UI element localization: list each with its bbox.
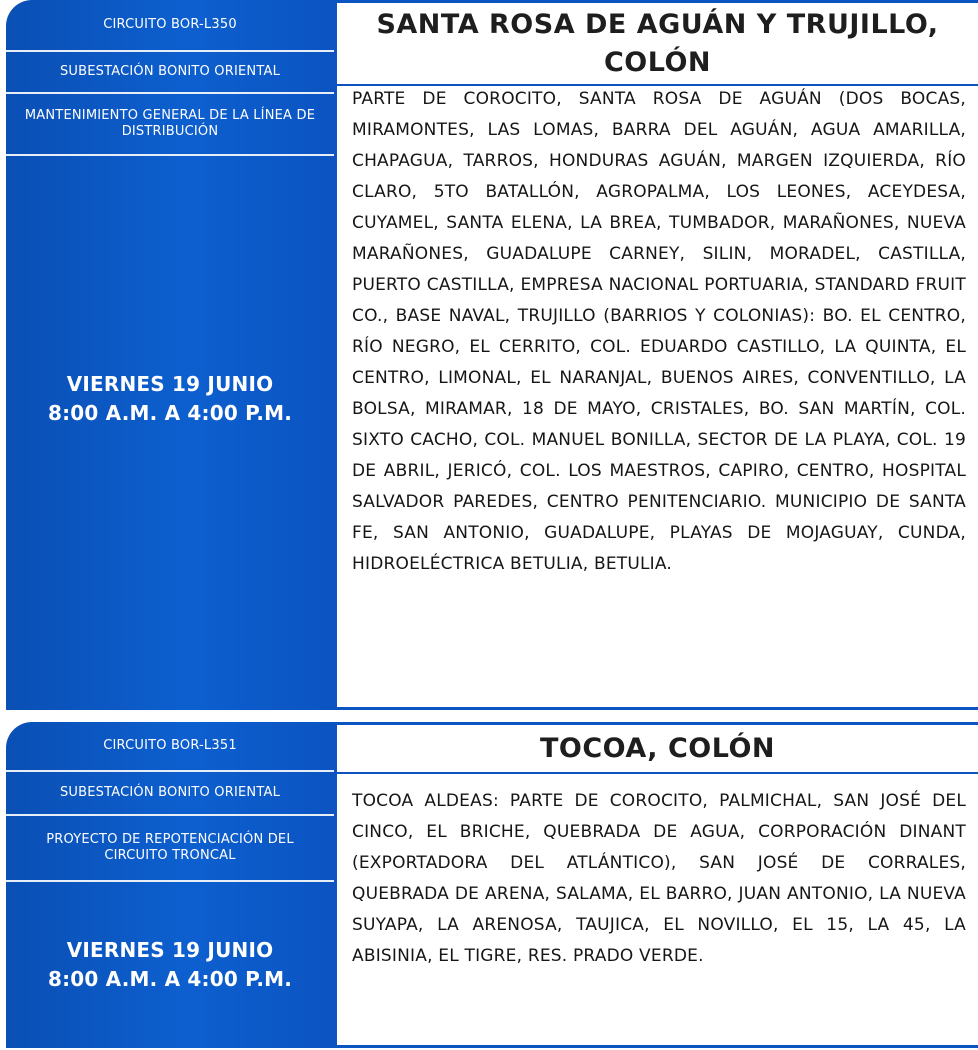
outage-datetime: VIERNES 19 JUNIO 8:00 A.M. A 4:00 P.M. [47, 372, 293, 425]
divider [337, 722, 978, 725]
outage-info-panel [6, 722, 334, 1048]
substation-label: SUBESTACIÓN BONITO ORIENTAL [6, 52, 334, 94]
location-title: TOCOA, COLÓN [539, 733, 776, 764]
outage-details [334, 0, 978, 710]
affected-areas: PARTE DE COROCITO, SANTA ROSA DE AGUÁN (DOS BOCAS, MIRAMONTES, LAS LOMAS, BARRA DEL AGUÁN, AGUA AMARILLA, CHAPAGUA, TARROS, HONDURAS AGUÁN, MARGEN IZQUIERDA, RÍO CLARO, 5TO BATALLÓN, AGROPALMA, LOS LEONES, ACEYDESA, CUYAMEL, SANTA ELENA, LA BREA, TUMBADOR, MARAÑONES, NUEVA MARAÑONES, GUADALUPE CARNEY, SILIN, MORADEL, CASTILLA, PUERTO CASTILLA, EMPRESA NACIONAL PORTUARIA, STANDARD FRUIT CO., BASE NAVAL, TRUJILLO (BARRIOS Y COLONIAS): BO. EL CENTRO, RÍO NEGRO, EL CERRITO, COL. EDUARDO CASTILLO, LA QUINTA, EL CENTRO, LIMONAL, EL NARANJAL, BUENOS AIRES, CONVENTILLO, LA BOLSA, MIRAMAR, 18 DE MAYO, CRISTALES, BO. SAN MARTÍN, COL. SIXTO CACHO, COL. MANUEL BONILLA, SECTOR DE LA PLAYA, COL. 19 DE ABRIL, JERICÓ, COL. LOS MAESTROS, CAPIRO, CENTRO, HOSPITAL SALVADOR PAREDES, CENTRO PENITENCIARIO. MUNICIPIO DE SANTA FE, SAN ANTONIO, GUADALUPE, PLAYAS DE MOJAGUAY, CUNDA, HIDROELÉCTRICA BETULIA, BETULIA. [352, 89, 966, 574]
outage-card [6, 0, 978, 710]
circuit-label: CIRCUITO BOR-L350 [6, 0, 334, 52]
divider [337, 772, 978, 774]
outage-details [334, 722, 978, 1048]
outage-datetime: VIERNES 19 JUNIO 8:00 A.M. A 4:00 P.M. [47, 938, 293, 991]
work-description: PROYECTO DE REPOTENCIACIÓN DEL CIRCUITO TRONCAL [6, 816, 334, 882]
outage-card [6, 722, 978, 1048]
divider [337, 0, 978, 3]
affected-areas: TOCOA ALDEAS: PARTE DE COROCITO, PALMICHAL, SAN JOSÉ DEL CINCO, EL BRICHE, QUEBRADA DE AGUA, CORPORACIÓN DINANT (EXPORTADORA DEL ATLÁNTICO), SAN JOSÉ DE CORRALES, QUEBRADA DE ARENA, SALAMA, EL BARRO, JUAN ANTONIO, LA NUEVA SUYAPA, LA ARENOSA, TAUJICA, EL NOVILLO, EL 15, LA 45, LA ABISINIA, EL TIGRE, RES. PRADO VERDE. [352, 791, 966, 966]
location-title: SANTA ROSA DE AGUÁN Y TRUJILLO, COLÓN [376, 9, 939, 78]
work-description: MANTENIMIENTO GENERAL DE LA LÍNEA DE DISTRIBUCIÓN [6, 94, 334, 156]
divider [337, 707, 978, 710]
outage-info-panel [6, 0, 334, 710]
circuit-label: CIRCUITO BOR-L351 [6, 722, 334, 772]
substation-label: SUBESTACIÓN BONITO ORIENTAL [6, 772, 334, 816]
divider [337, 1045, 978, 1048]
